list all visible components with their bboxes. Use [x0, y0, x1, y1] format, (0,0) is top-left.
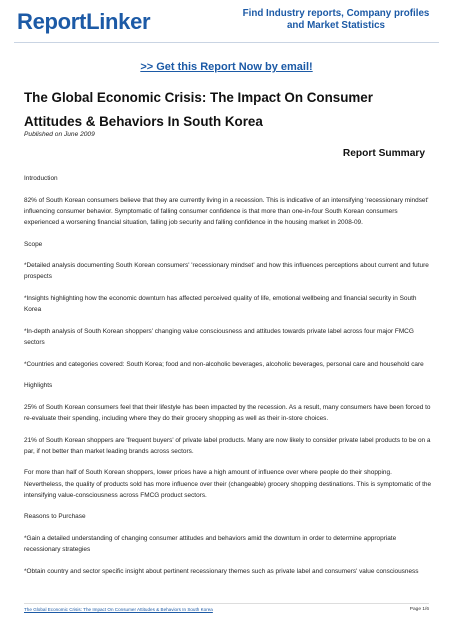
body-paragraph: For more than half of South Korean shoppers, lower prices have a high amount of influence over where people do their shopping. Nevertheless, the quality of products sold has more influence over their (changeable) grocery shopping destinations. This is symptomatic of the intensifying value-consciousness across FMCG product sectors.	[24, 469, 432, 499]
page-number: Page 1/6	[409, 607, 429, 612]
section-heading-reasons: Reasons to Purchase	[24, 513, 86, 521]
section-heading-introduction: Introduction	[24, 175, 58, 182]
page-header	[0, 0, 453, 46]
scope-bullet: *Detailed analysis documenting South Korean consumers' 'recessionary mindset' and how this influences perceptions about current and future prospects	[24, 262, 429, 281]
report-title: The Global Economic Crisis: The Impact On Consumer Attitudes & Behaviors In South Korea	[24, 90, 373, 129]
footer-report-link[interactable]: The Global Economic Crisis: The Impact On Consumer Attitudes & Behaviors In South Korea	[24, 607, 213, 612]
body-paragraph: 82% of South Korean consumers believe that they are currently living in a recession. This is indicative of an intensifying 'recessionary mindset' influencing consumer behavior. Symptomatic of falling consumer confidence is that more than one-in-four South Korean consumers experienced a worsening financial situation, falling job security and falling confidence in the housing market in 2008-09.	[24, 196, 429, 226]
reasons-bullet: *Gain a detailed understanding of changing consumer attitudes and behaviors amid the downturn in order to determine appropriate recessionary strategies	[24, 534, 397, 554]
section-heading-highlights: Highlights	[24, 382, 53, 390]
report-summary-heading: Report Summary	[342, 148, 425, 159]
get-report-link[interactable]: >> Get this Report Now by email!	[140, 61, 313, 73]
section-heading-scope: Scope	[24, 240, 43, 248]
scope-bullet: *In-depth analysis of South Korean shoppers' changing value consciousness and attitudes towards private label across four major FMCG sectors	[24, 327, 414, 346]
reportlinker-logo[interactable]: ReportLinker	[17, 9, 151, 34]
published-date: Published on June 2009	[24, 131, 95, 138]
body-paragraph: 21% of South Korean shoppers are 'frequent buyers' of private label products. Many are now likely to consider private label products to be on a par, if not better than market leading brands across sectors.	[24, 436, 431, 455]
header-divider	[14, 42, 439, 43]
body-paragraph: 25% of South Korean consumers feel that their lifestyle has been impacted by the recession. As a result, many consumers have been forced to re-evaluate their spending, including where they do their grocery shopping as well as their in-store choices.	[24, 403, 431, 422]
report-body	[24, 173, 432, 587]
reasons-bullet: *Obtain country and sector specific insight about pertinent recessionary themes such as private label and consumers' value consciousness	[24, 567, 419, 575]
footer-divider	[24, 603, 429, 604]
scope-bullet: *Countries and categories covered: South Korea; food and non-alcoholic beverages, alcoholic beverages, personal care and household care	[24, 360, 424, 368]
header-tagline: Find Industry reports, Company profiles and Market Statistics	[242, 8, 430, 31]
scope-bullet: *Insights highlighting how the economic downturn has affected perceived quality of life, emotional wellbeing and financial security in South Korea	[24, 294, 417, 314]
